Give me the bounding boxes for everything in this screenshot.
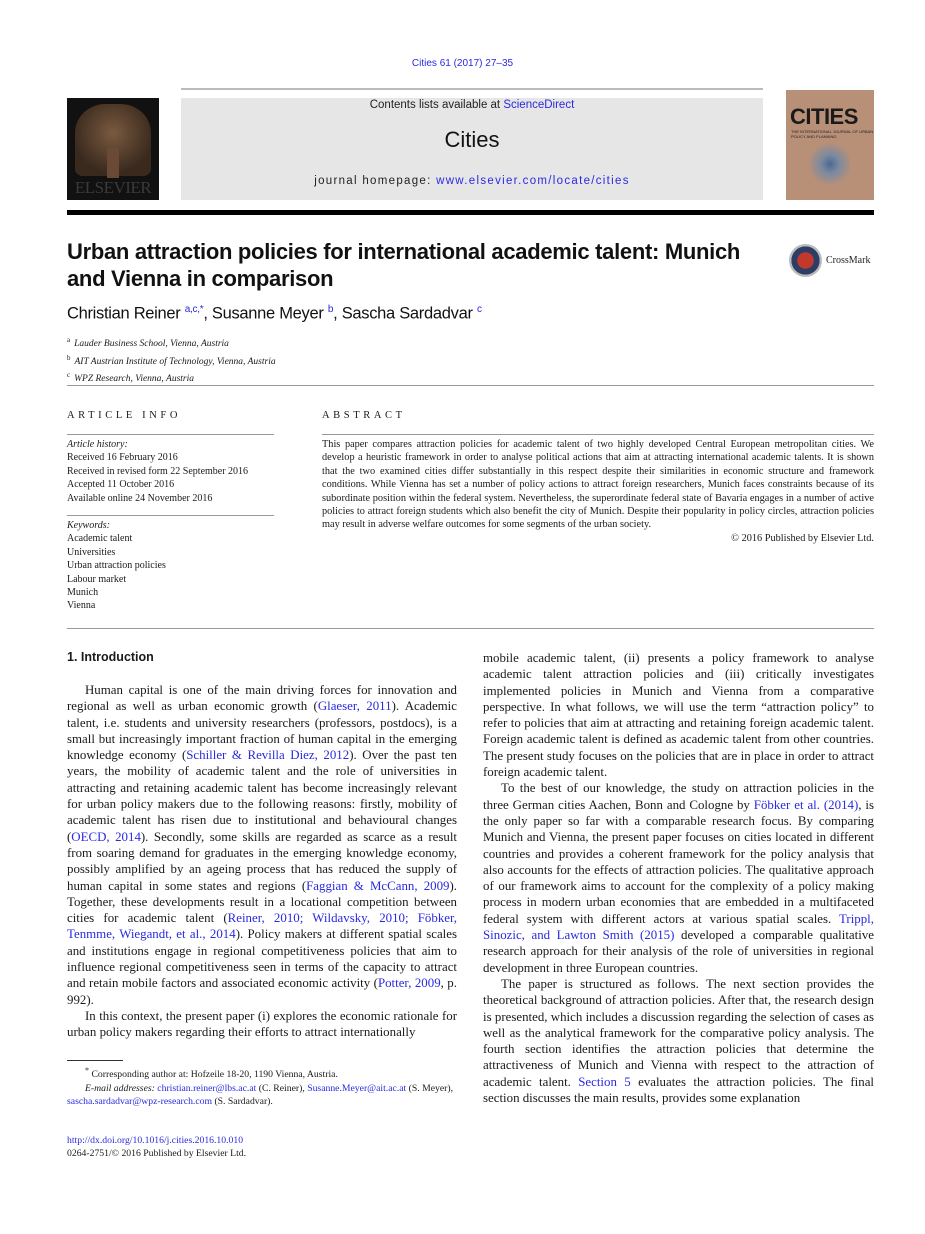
paragraph [483,650,874,780]
homepage-prefix: journal homepage: [314,175,437,187]
reference-link[interactable]: Trippl, Sinozic, and Lawton Smith (2015) [483,911,874,943]
reference-link[interactable]: OECD, 2014 [71,829,141,844]
email-link[interactable]: christian.reiner@lbs.ac.at [157,1082,257,1094]
section-heading: 1. Introduction [67,650,154,664]
text-segment: ). Together, these developments result in a locational competition between cities for academic talent ( [67,878,457,926]
reference-link[interactable]: Reiner, 2010; Wildavsky, 2010; Föbker, Tenmme, Wiegandt, et al., 2014 [67,911,457,942]
cover-title: CITIES [790,104,858,129]
journal-name: Cities [444,127,500,152]
abstract-heading: ABSTRACT [322,410,406,421]
email-link[interactable]: Susanne.Meyer@ait.ac.at [307,1082,407,1094]
text-segment: developed a comparable qualitative research approach for their analysis of the role of universities in regional development in three European countries. [483,928,874,975]
divider [322,434,874,435]
text-segment: ). Secondly, some skills are regarded as scarce as a result from soaring demand for graduates in the emerging knowledge economy, possibly amplified by an ageing process that has reduced the supply of human capital in some states and regions ( [67,829,457,893]
paragraph [67,1008,457,1041]
elsevier-logo [67,98,159,200]
history-item: Accepted 11 October 2016 [67,479,175,491]
sciencedirect-link[interactable]: ScienceDirect [503,99,575,111]
contents-line [181,99,763,111]
right-column [483,650,874,1106]
affiliation-text: Lauder Business School, Vienna, Austria [74,339,229,350]
text-segment: To the best of our knowledge, the study on attraction policies in the three German cities Aachen, Bonn and Cologne by [483,781,874,812]
article-history [67,438,274,505]
corresponding-author-note [67,1064,457,1082]
reference-link[interactable]: Föbker et al. (2014) [753,797,859,812]
history-item: Received in revised form 22 September 2016 [67,465,249,477]
history-item: Available online 24 November 2016 [67,492,213,504]
divider [67,434,274,435]
issn-line: 0264-2751/© 2016 Published by Elsevier Ltd. [67,1148,247,1160]
keywords [67,519,274,613]
logo-wordmark: ELSEVIER [74,178,152,197]
history-label: Article history: [67,439,128,450]
divider [67,385,874,386]
keyword: Urban attraction policies [67,560,166,572]
reference-link[interactable]: Glaeser, 2011 [317,699,392,714]
journal-citation[interactable]: Cities 61 (2017) 27–35 [411,58,514,69]
tree-trunk-icon [107,148,119,178]
affiliations [67,334,276,387]
cover-subtitle: THE INTERNATIONAL JOURNAL OF URBAN POLICY AND PLANNING [791,129,874,139]
footnote [67,1064,457,1108]
paragraph [483,976,874,1106]
article-title: Urban attraction policies for international academic talent: Munich and Vienna in comparison [67,239,741,291]
keyword: Academic talent [67,533,133,545]
text-segment: evaluates the attraction policies. The final section discusses the main results, provides some explanation [483,1074,874,1106]
author-affiliation-link[interactable]: b [327,304,334,315]
paragraph [483,780,874,976]
journal-banner [181,98,763,200]
affiliation-key: c [67,371,71,380]
reference-link[interactable]: Potter, 2009 [377,976,441,991]
keyword: Vienna [67,600,96,612]
text-segment: ). Over the past ten years, the mobility of academic talent and the role of universities in attracting and retaining academic talent has become increasingly relevant for urban policy makers due to the following reasons: firstly, mobility of academic talent has risen due to institutional and behavioural changes ( [67,748,457,844]
affiliation-text: WPZ Research, Vienna, Austria [74,374,194,385]
separator: , [203,304,212,323]
footnote-rule [67,1060,123,1061]
reference-link[interactable]: Faggian & McCann, 2009 [306,878,450,893]
author[interactable]: Christian Reiner [67,304,181,323]
doi-link[interactable]: http://dx.doi.org/10.1016/j.cities.2016.10.010 [67,1135,244,1146]
corresponding-text: Corresponding author at: Hofzeile 18-20, 1190 Vienna, Austria. [91,1069,338,1081]
author[interactable]: Sascha Sardadvar [341,304,473,323]
author-list [67,304,482,324]
contents-prefix: Contents lists available at [369,99,504,111]
separator: , [333,304,342,323]
crossmark-label: CrossMark [826,254,871,266]
header-rule [67,210,874,215]
footnote-marker: * [85,1066,90,1075]
history-item: Received 16 February 2016 [67,452,178,464]
text-segment: mobile academic talent, (ii) presents a policy framework to analyse academic talent attraction policies and (iii) critically investigates implemented policies in Munich and Vienna from a comparative perspective. In what follows, we will use the term “attraction policy” to refer to policies that aim at attracting and retaining foreign academic talent. Foreign academic talent is defined as academic talent from other countries. The present study focuses on the policies that are in place in order to attract foreign academic talent. [483,651,874,780]
text-segment: , is the only paper so far with a comparable research focus. By comparing Munich and Vienna, the present paper focuses on cities located in different countries and provides a coherent framework for the policy analysis that also accounts for the effects of attraction policies. The qualitative approach of our framework aims to account for the complexity of a policy making process in modern urban economies that are embedded in a multifaceted federal system with different actors at various spatial scales. [483,797,875,926]
author[interactable]: Susanne Meyer [211,304,324,323]
email-owner: (S. Meyer), [406,1082,454,1094]
email-link[interactable]: sascha.sardadvar@wpz-research.com [67,1096,213,1108]
affiliation-key: a [67,336,71,344]
author-affiliation-link[interactable]: c [476,304,482,315]
text-segment: ). Policy makers at different spatial scales and institutions engage in regional competitiveness policies that aim to influence regional competitiveness seen in terms of the capacity to attract and retain mobile factors and associated economic activity ( [67,927,457,991]
divider [181,88,763,90]
text-segment: ). Academic talent, i.e. students and university researchers (professors, postdocs), is a small but increasingly important fraction of human capital in the emerging knowledge economy ( [67,699,457,763]
reference-link[interactable]: Schiller & Revilla Diez, 2012 [186,748,350,763]
crossmark-icon [789,244,822,277]
reference-link[interactable]: Section 5 [578,1074,631,1089]
affiliation-key: b [67,353,71,362]
text-segment: , p. 992). [67,976,457,1007]
abstract [322,438,874,545]
divider [67,515,274,516]
email-label: E-mail addresses: [85,1082,155,1094]
email-owner: (S. Sardadvar). [212,1096,273,1108]
text-segment: In this context, the present paper (i) explores the economic rationale for urban policy makers regarding their efforts to attract internationally [67,1008,457,1040]
affiliation-text: AIT Austrian Institute of Technology, Vienna, Austria [74,356,276,367]
homepage-link[interactable]: www.elsevier.com/locate/cities [436,175,630,187]
abstract-copyright: © 2016 Published by Elsevier Ltd. [731,532,874,544]
text-segment: Human capital is one of the main driving forces for innovation and regional as well as urban economic growth ( [67,683,457,714]
text-segment: The paper is structured as follows. The next section provides the theoretical background of attraction policies. After that, the research design is presented, which includes a discussion regarding the selection of cases as well as the analytical framework for the comparative policy analysis. The fourth section identifies the attraction policies that determine the attractiveness of Munich and Vienna with respect to the attraction of academic talent. [483,976,874,1089]
paragraph [67,682,457,1008]
keyword: Labour market [67,573,127,585]
author-affiliation-link[interactable]: a,c,* [184,304,204,315]
abstract-text: This paper compares attraction policies for academic talent of two highly developed Central European metropolitan cities. We develop a heuristic framework in order to analyse political actions that aim at attracting international academic talents. It is shown that the two examined cities differ substantially in this respect despite their similarities in economic structure and framework conditions. While Vienna has set a number of policy actions to attract foreign researchers, Munich faces constraints because of its subordinate position within the federal system. Nevertheless, the superordinate federal state of Bavaria engages in a number of active policies to attract foreign students which also benefit the city of Munich. Despite their popularity in policy circles, attraction policies may result in adverse welfare outcomes for some segments of the urban society. [322,439,874,531]
affiliation [67,352,276,370]
email-addresses [67,1082,457,1109]
keywords-label: Keywords: [67,520,110,531]
doi-block [67,1134,246,1161]
email-owner: (C. Reiner), [256,1082,308,1094]
homepage-line [181,175,763,187]
divider [67,628,874,629]
article-info-heading: ARTICLE INFO [67,410,182,421]
journal-cover[interactable] [786,90,874,200]
crossmark-button[interactable] [789,242,919,278]
affiliation [67,334,276,352]
cover-map-image [810,140,850,188]
left-column [67,682,457,1041]
keyword: Munich [67,587,99,599]
keyword: Universities [67,546,116,558]
